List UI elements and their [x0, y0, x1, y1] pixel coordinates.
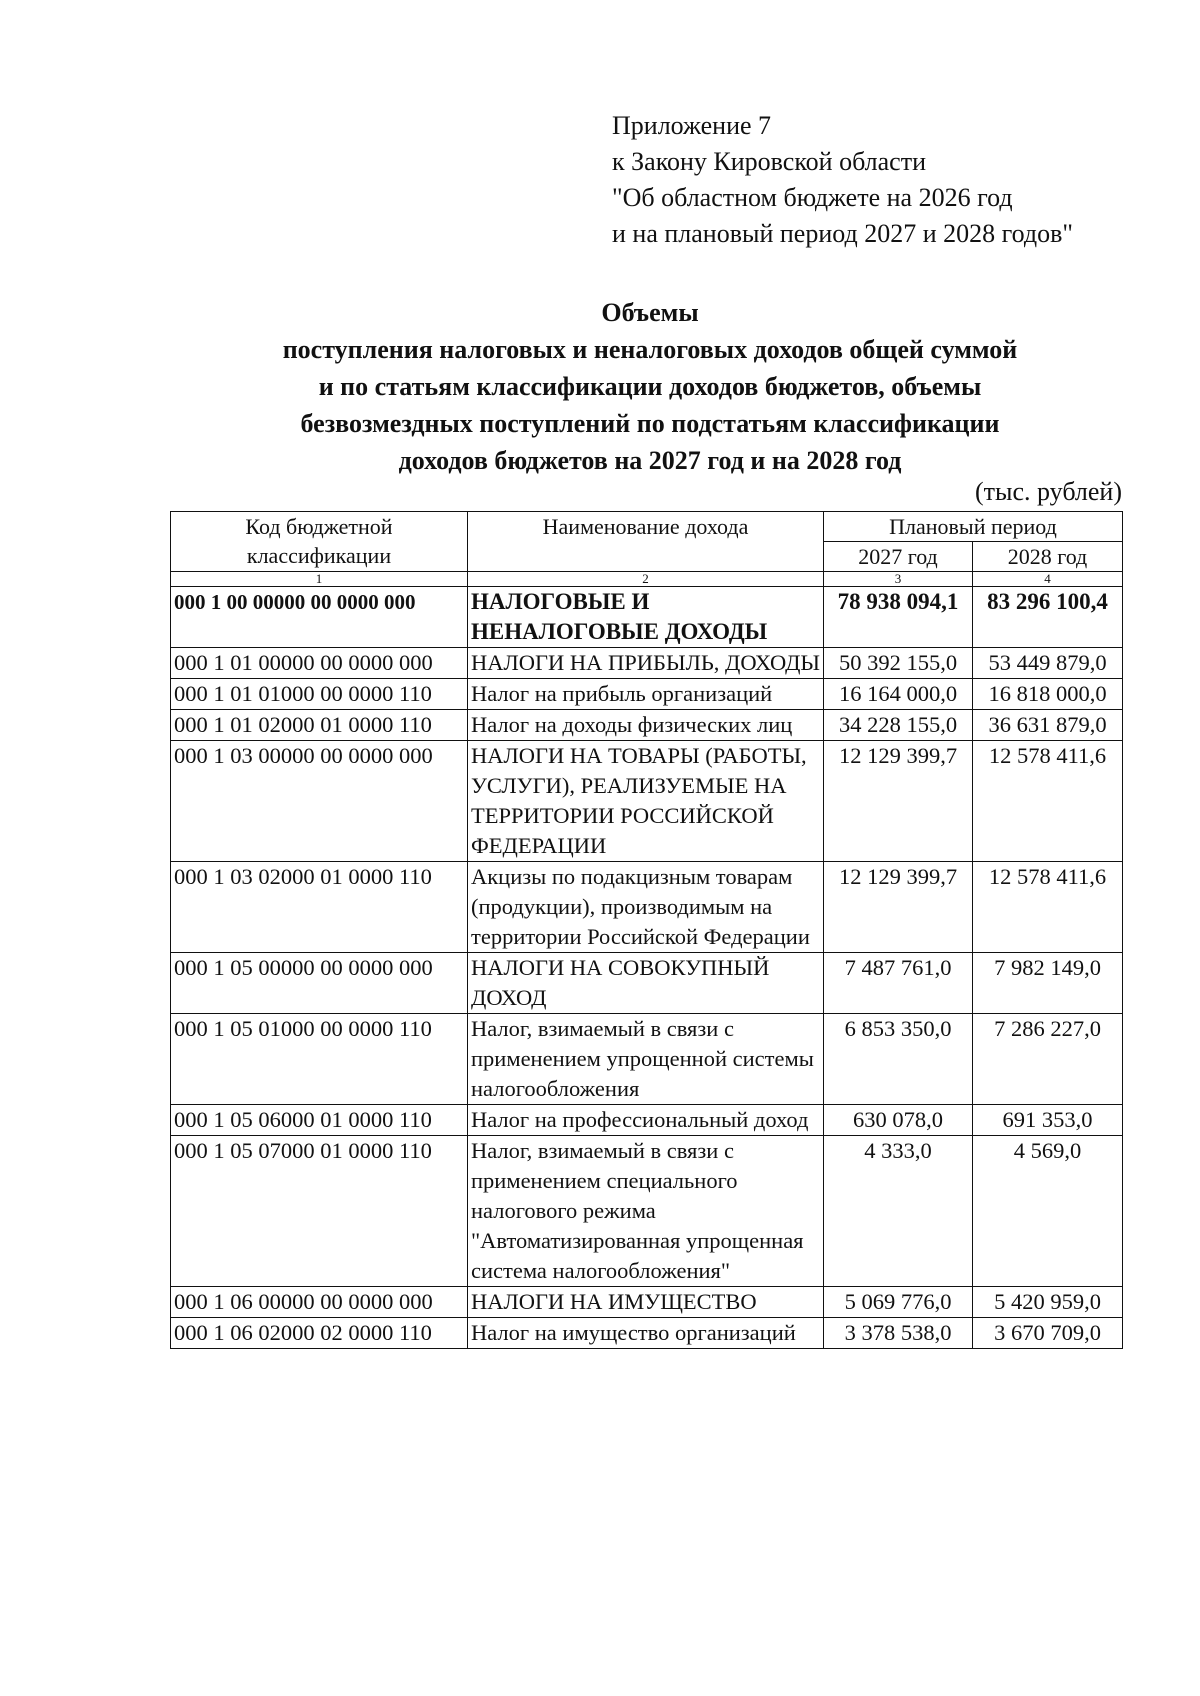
row-value-2028: 12 578 411,6 [973, 741, 1123, 862]
row-value-2027: 7 487 761,0 [824, 953, 973, 1014]
table-row [171, 679, 1123, 710]
column-number: 3 [824, 572, 973, 587]
row-value-2028: 691 353,0 [973, 1105, 1123, 1136]
table-row [171, 1287, 1123, 1318]
title-line: доходов бюджетов на 2027 год и на 2028 год [398, 446, 902, 475]
row-value-2028: 7 982 149,0 [973, 953, 1123, 1014]
row-value-2027: 3 378 538,0 [824, 1318, 973, 1349]
column-number: 2 [468, 572, 824, 587]
title-line: Объемы [601, 298, 699, 327]
row-name: Акцизы по подакцизным товарам (продукции), производимым на территории Российской Федерации [468, 862, 824, 953]
income-table [170, 511, 1123, 1349]
appendix-line: Приложение 7 [612, 111, 772, 140]
header-year-2027: 2027 год [824, 542, 973, 572]
row-code: 000 1 01 00000 00 0000 000 [171, 648, 468, 679]
unit-label: (тыс. рублей) [974, 477, 1122, 506]
header-name: Наименование дохода [468, 512, 824, 572]
appendix-line: "Об областном бюджете на 2026 год [612, 183, 1013, 212]
row-value-2027: 50 392 155,0 [824, 648, 973, 679]
header-code: Код бюджетной классификации [171, 512, 468, 572]
row-value-2027: 16 164 000,0 [824, 679, 973, 710]
row-value-2027: 6 853 350,0 [824, 1014, 973, 1105]
row-name: Налог, взимаемый в связи с применением специального налогового режима "Автоматизированная упрощенная система налогообложения" [468, 1136, 824, 1287]
document-title [0, 294, 1200, 479]
table-row [171, 1136, 1123, 1287]
table-row [171, 710, 1123, 741]
appendix-line: к Закону Кировской области [612, 147, 926, 176]
row-name: Налог на профессиональный доход [468, 1105, 824, 1136]
table-row [171, 587, 1123, 648]
row-value-2028: 36 631 879,0 [973, 710, 1123, 741]
row-name: Налог на прибыль организаций [468, 679, 824, 710]
table-row [171, 1318, 1123, 1349]
row-code: 000 1 06 02000 02 0000 110 [171, 1318, 468, 1349]
row-value-2027: 12 129 399,7 [824, 862, 973, 953]
row-code: 000 1 01 01000 00 0000 110 [171, 679, 468, 710]
row-value-2027: 4 333,0 [824, 1136, 973, 1287]
table-row [171, 953, 1123, 1014]
row-name: Налог, взимаемый в связи с применением упрощенной системы налогообложения [468, 1014, 824, 1105]
table-row [171, 1105, 1123, 1136]
row-name: Налог на доходы физических лиц [468, 710, 824, 741]
title-line: и по статьям классификации доходов бюджетов, объемы [318, 372, 982, 401]
row-code: 000 1 05 01000 00 0000 110 [171, 1014, 468, 1105]
row-value-2028: 7 286 227,0 [973, 1014, 1123, 1105]
row-name: НАЛОГИ НА ИМУЩЕСТВО [468, 1287, 824, 1318]
title-line: поступления налоговых и неналоговых доходов общей суммой [282, 335, 1018, 364]
row-code: 000 1 03 02000 01 0000 110 [171, 862, 468, 953]
row-name: НАЛОГИ НА СОВОКУПНЫЙ ДОХОД [468, 953, 824, 1014]
table-row [171, 862, 1123, 953]
row-code: 000 1 03 00000 00 0000 000 [171, 741, 468, 862]
row-value-2028: 12 578 411,6 [973, 862, 1123, 953]
table-row [171, 648, 1123, 679]
table-row [171, 1014, 1123, 1105]
row-code: 000 1 05 00000 00 0000 000 [171, 953, 468, 1014]
header-year-2028: 2028 год [973, 542, 1123, 572]
row-value-2028: 3 670 709,0 [973, 1318, 1123, 1349]
row-code: 000 1 05 07000 01 0000 110 [171, 1136, 468, 1287]
appendix-line: и на плановый период 2027 и 2028 годов" [612, 219, 1074, 248]
column-number: 1 [171, 572, 468, 587]
row-value-2028: 4 569,0 [973, 1136, 1123, 1287]
title-line: безвозмездных поступлений по подстатьям классификации [300, 409, 1000, 438]
row-value-2027: 5 069 776,0 [824, 1287, 973, 1318]
row-value-2027: 34 228 155,0 [824, 710, 973, 741]
row-value-2028: 16 818 000,0 [973, 679, 1123, 710]
table-row [171, 741, 1123, 862]
row-code: 000 1 01 02000 01 0000 110 [171, 710, 468, 741]
row-code: 000 1 05 06000 01 0000 110 [171, 1105, 468, 1136]
row-value-2028: 53 449 879,0 [973, 648, 1123, 679]
row-name: НАЛОГИ НА ПРИБЫЛЬ, ДОХОДЫ [468, 648, 824, 679]
row-value-2027: 630 078,0 [824, 1105, 973, 1136]
row-code: 000 1 00 00000 00 0000 000 [171, 587, 468, 648]
row-name: Налог на имущество организаций [468, 1318, 824, 1349]
row-name: НАЛОГИ НА ТОВАРЫ (РАБОТЫ, УСЛУГИ), РЕАЛИЗУЕМЫЕ НА ТЕРРИТОРИИ РОССИЙСКОЙ ФЕДЕРАЦИИ [468, 741, 824, 862]
header-period: Плановый период [824, 512, 1123, 542]
appendix-block [612, 108, 1073, 252]
row-value-2028: 5 420 959,0 [973, 1287, 1123, 1318]
row-value-2027: 12 129 399,7 [824, 741, 973, 862]
row-value-2027: 78 938 094,1 [824, 587, 973, 648]
row-code: 000 1 06 00000 00 0000 000 [171, 1287, 468, 1318]
column-number: 4 [973, 572, 1123, 587]
row-value-2028: 83 296 100,4 [973, 587, 1123, 648]
row-name: НАЛОГОВЫЕ И НЕНАЛОГОВЫЕ ДОХОДЫ [468, 587, 824, 648]
